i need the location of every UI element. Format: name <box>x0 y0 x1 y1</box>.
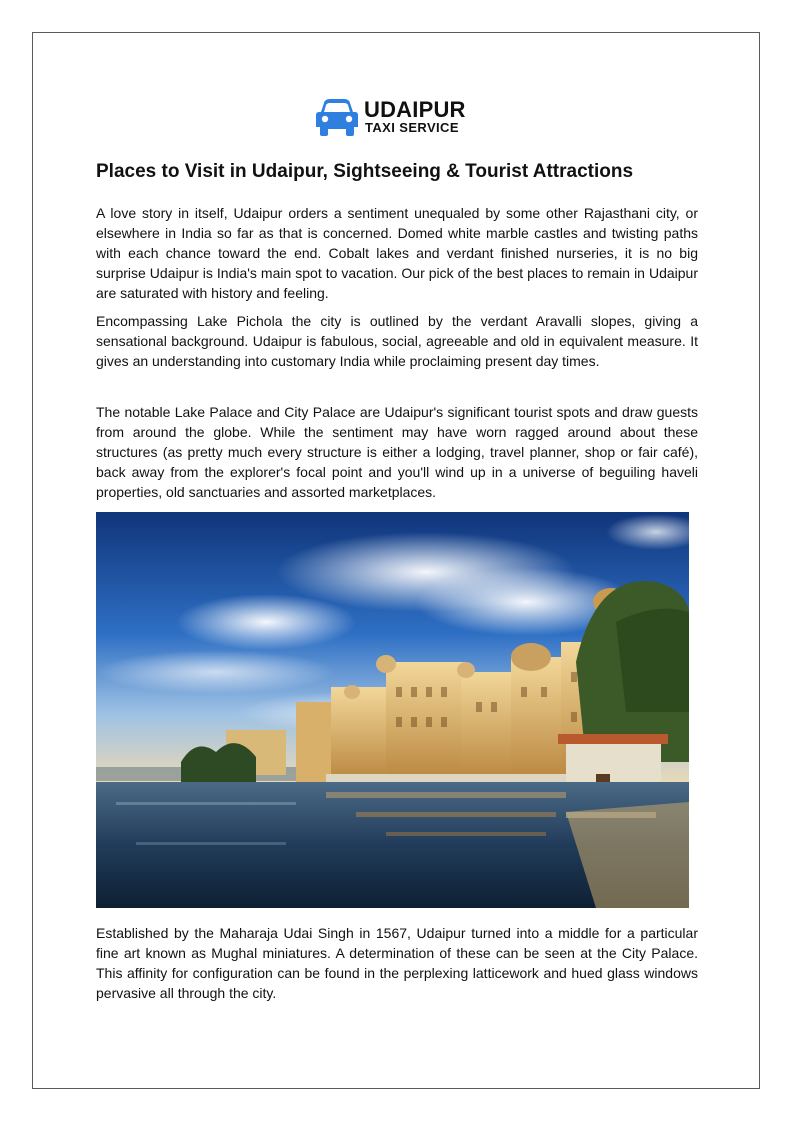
logo-title: UDAIPUR <box>364 97 466 122</box>
car-icon <box>314 97 360 137</box>
paragraph-intro: A love story in itself, Udaipur orders a sentiment unequaled by some other Rajasthani city, or elsewhere in India so far as that is concerned. Domed white marble castles and twisting paths with each chance toward the end. Cobalt lakes and verdant finished nurseries, it is no big surprise Udaipur is India's main spot to vacation. Our pick of the best places to remain in Udaipur are saturated with history and feeling. <box>96 205 698 301</box>
paragraph-lake-pichola: Encompassing Lake Pichola the city is outlined by the verdant Aravalli slopes, giving a sensational background. Udaipur is fabulous, social, agreeable and old in equivalent measure. It gives an understanding into customary India while proclaiming present day times. <box>96 313 698 369</box>
brand-logo <box>314 97 484 141</box>
paragraph-palaces: The notable Lake Palace and City Palace are Udaipur's significant tourist spots and draw guests from around the globe. While the sentiment may have worn ragged around about these structures (as pretty much every structure is either a lodging, travel planner, shop or fair café), back away from the explorer's focal point and you'll wind up in a universe of beguiling haveli properties, old sanctuaries and assorted marketplaces. <box>96 404 698 500</box>
logo-subtitle: TAXI SERVICE <box>365 120 459 135</box>
city-palace-lake-pichola-photo <box>96 512 689 908</box>
page-title: Places to Visit in Udaipur, Sightseeing & Tourist Attractions <box>96 161 634 182</box>
paragraph-history: Established by the Maharaja Udai Singh in 1567, Udaipur turned into a middle for a particular fine art known as Mughal miniatures. A determination of these can be seen at the City Palace. This affinity for configuration can be found in the perplexing latticework and hued glass windows pervasive all through the city. <box>96 925 698 1001</box>
